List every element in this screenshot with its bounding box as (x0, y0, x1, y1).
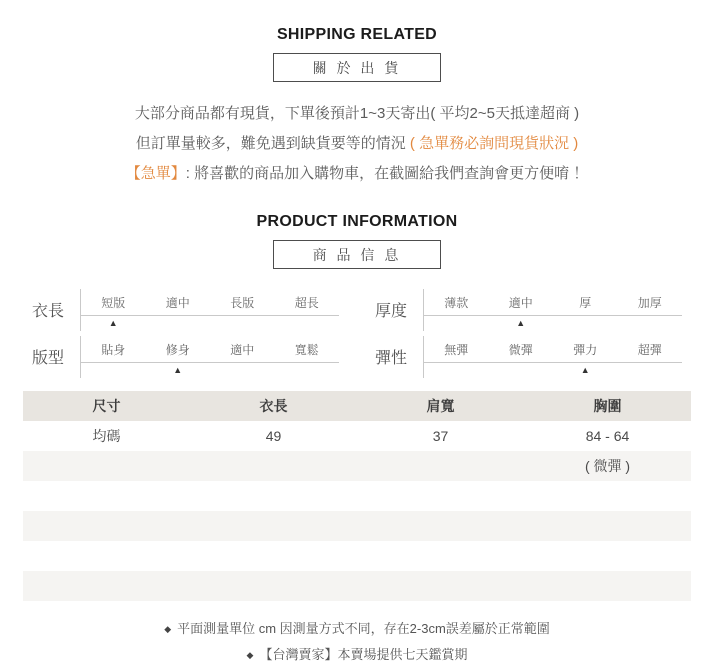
spec-scale (80, 289, 339, 331)
spec-row-thickness (375, 289, 682, 331)
shipping-note-text: 大部分商品都有現貨，下單後預計1~3天寄出( 平均2~5天抵達超商 ) (134, 105, 580, 122)
triangle-marker-icon: ▲ (580, 365, 590, 375)
spec-option: 無彈 (444, 343, 469, 357)
triangle-marker-icon (210, 316, 275, 331)
spec-scale (423, 336, 682, 378)
table-header-cell: 衣長 (259, 398, 288, 414)
triangle-marker-icon: ▲ (173, 365, 183, 375)
triangle-marker-icon (81, 363, 146, 378)
table-row (23, 511, 691, 541)
shipping-heading: SHIPPING RELATED (276, 26, 438, 43)
triangle-marker-icon (275, 363, 340, 378)
size-table-header-row (23, 391, 691, 421)
spec-option: 超彈 (637, 343, 662, 357)
spec-row-fit (32, 336, 339, 378)
spec-options (424, 289, 682, 316)
spec-label: 彈性 (375, 350, 408, 367)
triangle-marker-icon: ▲ (516, 318, 526, 328)
spec-option: 修身 (165, 343, 190, 357)
triangle-marker-icon (618, 316, 683, 331)
spec-scale (80, 336, 339, 378)
spec-option: 薄款 (444, 296, 469, 310)
spec-label: 衣長 (32, 303, 65, 320)
spec-row-elasticity (375, 336, 682, 378)
footnote-text: 【台灣賣家】本賣場提供七天鑑賞期 (259, 647, 468, 662)
diamond-bullet-icon: ◆ (246, 650, 254, 660)
spec-markers (81, 363, 339, 378)
spec-column-right (375, 289, 682, 378)
spec-option: 超長 (294, 296, 319, 310)
table-cell: 37 (432, 428, 449, 444)
shipping-note-text: : 將喜歡的商品加入購物車，在截圖給我們查詢會更方便唷 ！ (185, 165, 589, 182)
table-cell: 均碼 (92, 428, 121, 444)
spec-label: 厚度 (375, 303, 408, 320)
spec-option: 厚 (579, 296, 592, 310)
spec-option: 適中 (165, 296, 190, 310)
triangle-marker-icon (210, 363, 275, 378)
product-boxed-title: 商 品 信 息 (273, 240, 441, 269)
table-header-cell: 尺寸 (92, 398, 121, 414)
triangle-marker-icon: ▲ (108, 318, 118, 328)
spec-option: 彈力 (573, 343, 598, 357)
table-row (23, 421, 691, 451)
shipping-note-line-2 (0, 129, 714, 159)
triangle-marker-icon (275, 316, 340, 331)
shipping-note-accent-text: 【急單】 (125, 165, 186, 182)
triangle-marker-icon (146, 316, 211, 331)
product-heading: PRODUCT INFORMATION (256, 213, 458, 230)
spec-markers (81, 316, 339, 331)
triangle-marker-icon (424, 363, 489, 378)
table-row (23, 571, 691, 601)
spec-option: 適中 (508, 296, 533, 310)
shipping-note-paragraph (0, 99, 714, 189)
diamond-bullet-icon: ◆ (164, 624, 172, 634)
footnotes (0, 616, 714, 668)
triangle-marker-icon (424, 316, 489, 331)
spec-options (81, 289, 339, 316)
table-row (23, 481, 691, 511)
size-table (23, 391, 691, 601)
spec-scale (423, 289, 682, 331)
spec-section (0, 289, 714, 378)
triangle-marker-icon (489, 363, 554, 378)
table-row (23, 541, 691, 571)
shipping-note-text: 但訂單量較多，難免遇到缺貨要等的情況 (135, 135, 410, 152)
spec-option: 寬鬆 (294, 343, 319, 357)
table-cell: 49 (265, 428, 282, 444)
footnote-text: 平面測量單位 cm 因測量方式不同，存在2-3cm誤差屬於正常範圍 (177, 621, 550, 636)
spec-option: 短版 (101, 296, 126, 310)
shipping-boxed-title: 關 於 出 貨 (273, 53, 441, 82)
triangle-marker-icon (618, 363, 683, 378)
spec-markers (424, 316, 682, 331)
spec-option: 長版 (230, 296, 255, 310)
spec-label: 版型 (32, 350, 65, 367)
spec-option: 貼身 (101, 343, 126, 357)
shipping-note-line-3 (0, 159, 714, 189)
spec-row-length (32, 289, 339, 331)
shipping-note-accent-text: ( 急單務必詢問現貨狀況 ) (409, 135, 579, 152)
triangle-marker-icon (553, 316, 618, 331)
spec-option: 加厚 (637, 296, 662, 310)
spec-option: 微彈 (508, 343, 533, 357)
spec-column-left (32, 289, 339, 378)
table-cell: ( 微彈 ) (584, 458, 631, 474)
spec-options (81, 336, 339, 363)
table-row (23, 451, 691, 481)
spec-option: 適中 (230, 343, 255, 357)
spec-markers (424, 363, 682, 378)
footnote (0, 616, 714, 642)
table-header-cell: 肩寬 (426, 398, 455, 414)
table-header-cell: 胸圍 (593, 398, 622, 414)
footnote (0, 642, 714, 668)
shipping-note-line-1 (0, 99, 714, 129)
spec-options (424, 336, 682, 363)
table-cell: 84 - 64 (585, 428, 630, 444)
